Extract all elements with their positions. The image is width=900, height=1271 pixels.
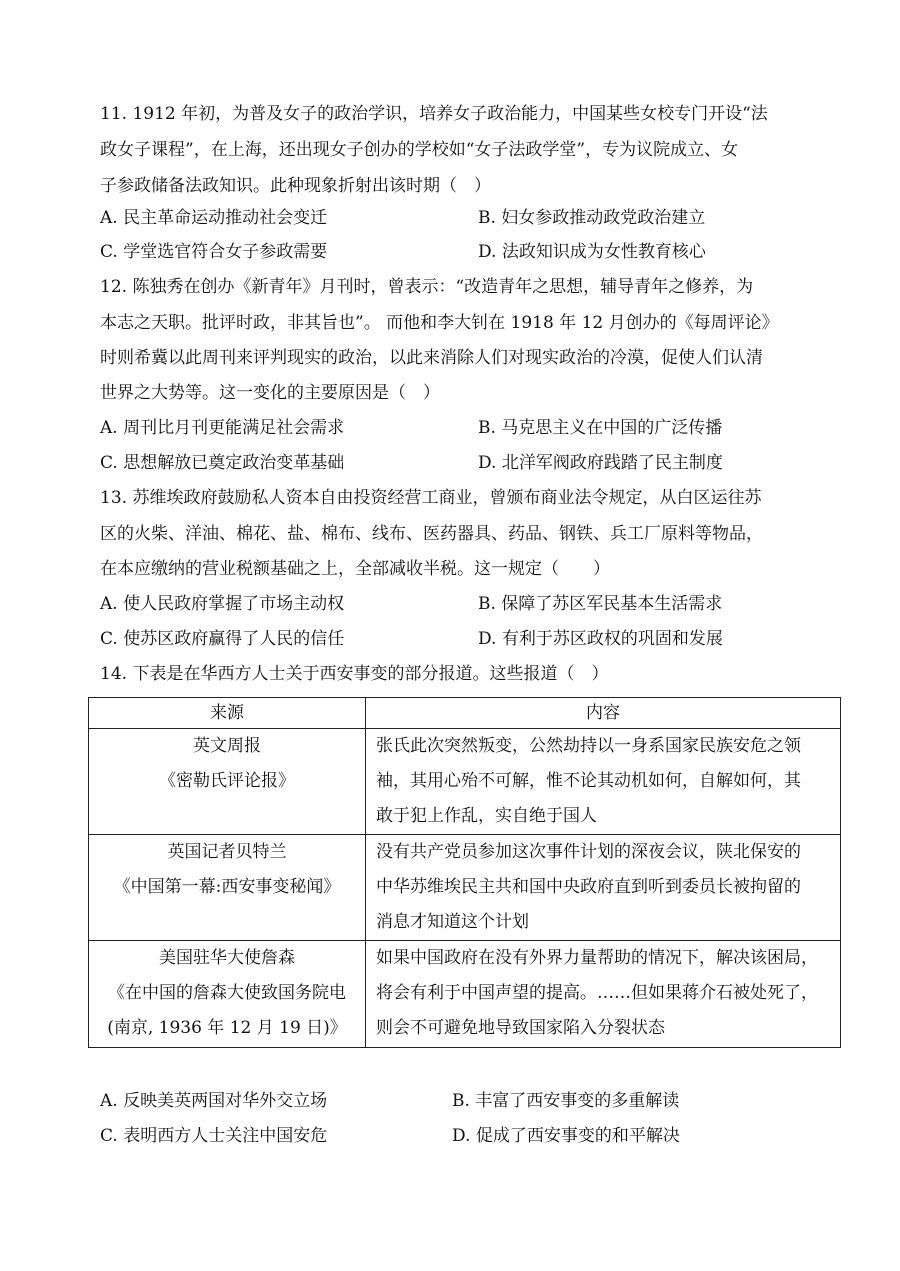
source-line: 《在中国的詹森大使致国务院电	[108, 983, 346, 1003]
content-line: 张氏此次突然叛变，公然劫持以一身系国家民族安危之领	[376, 736, 801, 756]
q12-option-c[interactable]: C. 思想解放已奠定政治变革基础	[100, 453, 345, 473]
table-header-row	[89, 698, 841, 729]
header-source: 来源	[89, 698, 366, 729]
q11-stem-line-1: 11. 1912 年初，为普及女子的政治学识，培养女子政治能力，中国某些女校专门开设“法	[100, 104, 768, 124]
content-line: 如果中国政府在没有外界力量帮助的情况下，解决该困局，	[376, 948, 818, 968]
q13-option-d[interactable]: D. 有利于苏区政权的巩固和发展	[478, 629, 723, 649]
content-line: 中华苏维埃民主共和国中央政府直到听到委员长被拘留的	[376, 877, 801, 897]
q13-option-c[interactable]: C. 使苏区政府赢得了人民的信任	[100, 629, 345, 649]
source-line: 英国记者贝特兰	[167, 842, 287, 862]
q12-option-a[interactable]: A. 周刊比月刊更能满足社会需求	[100, 418, 345, 438]
content-line: 消息才知道这个计划	[376, 912, 529, 932]
q11-option-c[interactable]: C. 学堂选官符合女子参政需要	[100, 242, 328, 262]
q11-option-a[interactable]: A. 民主革命运动推动社会变迁	[100, 208, 328, 228]
header-content: 内容	[366, 698, 841, 729]
q12-stem-line-4: 世界之大势等。这一变化的主要原因是（ ）	[100, 383, 440, 403]
q11-stem-line-2: 政女子课程”，在上海，还出现女子创办的学校如“女子法政学堂”，专为议院成立、女	[100, 140, 739, 160]
q12-option-b[interactable]: B. 马克思主义在中国的广泛传播	[478, 418, 723, 438]
q11-stem-line-3: 子参政储备法政知识。此种现象折射出该时期（ ）	[100, 176, 491, 196]
content-line: 敢于犯上作乱，实自绝于国人	[376, 806, 597, 826]
q14-option-c[interactable]: C. 表明西方人士关注中国安危	[100, 1126, 328, 1146]
q14-stem: 14. 下表是在华西方人士关于西安事变的部分报道。这些报道（ ）	[100, 664, 609, 684]
q11-option-d[interactable]: D. 法政知识成为女性教育核心	[478, 242, 706, 262]
source-line: 《密勒氏评论报》	[159, 771, 295, 791]
content-cell	[366, 729, 841, 835]
content-line: 则会不可避免地导致国家陷入分裂状态	[376, 1018, 665, 1038]
source-line: 英文周报	[193, 736, 261, 756]
source-cell	[89, 835, 366, 941]
q13-stem-line-2: 区的火柴、洋油、棉花、盐、棉布、线布、医药器具、药品、钢铁、兵工厂原料等物品，	[100, 524, 763, 544]
content-cell	[366, 941, 841, 1048]
q11-option-b[interactable]: B. 妇女参政推动政党政治建立	[478, 208, 706, 228]
content-line: 没有共产党员参加这次事件计划的深夜会议，陕北保安的	[376, 842, 801, 862]
q13-option-b[interactable]: B. 保障了苏区军民基本生活需求	[478, 594, 723, 614]
q12-stem-line-2: 本志之天职。批评时政，非其旨也”。 而他和李大钊在 1918 年 12 月创办的《每周评论》	[100, 313, 779, 333]
q13-stem-line-1: 13. 苏维埃政府鼓励私人资本自由投资经营工商业，曾颁布商业法令规定，从白区运往苏	[100, 488, 762, 508]
q14-option-d[interactable]: D. 促成了西安事变的和平解决	[452, 1126, 680, 1146]
q13-option-a[interactable]: A. 使人民政府掌握了市场主动权	[100, 594, 345, 614]
content-line: 将会有利于中国声望的提高。……但如果蒋介石被处死了，	[376, 983, 818, 1003]
table-row	[89, 835, 841, 941]
q14-option-b[interactable]: B. 丰富了西安事变的多重解读	[452, 1091, 680, 1111]
source-cell	[89, 941, 366, 1048]
reports-table	[88, 697, 841, 1048]
source-line: 美国驻华大使詹森	[159, 948, 295, 968]
q13-stem-line-3: 在本应缴纳的营业税额基础之上，全部减收半税。这一规定（ ）	[100, 559, 610, 579]
q12-stem-line-1: 12. 陈独秀在创办《新青年》月刊时，曾表示：“改造青年之思想，辅导青年之修养，为	[100, 277, 754, 297]
content-cell	[366, 835, 841, 941]
source-cell	[89, 729, 366, 835]
content-line: 袖，其用心殆不可解，惟不论其动机如何，自解如何，其	[376, 771, 801, 791]
q12-stem-line-3: 时则希冀以此周刊来评判现实的政治，以此来消除人们对现实政治的冷漠，促使人们认清	[100, 348, 763, 368]
source-line: (南京, 1936 年 12 月 19 日)》	[107, 1018, 347, 1038]
q12-option-d[interactable]: D. 北洋军阀政府践踏了民主制度	[478, 453, 723, 473]
source-line: 《中国第一幕:西安事变秘闻》	[113, 877, 341, 897]
q14-option-a[interactable]: A. 反映美英两国对华外交立场	[100, 1091, 328, 1111]
table-row	[89, 729, 841, 835]
table-row	[89, 941, 841, 1048]
